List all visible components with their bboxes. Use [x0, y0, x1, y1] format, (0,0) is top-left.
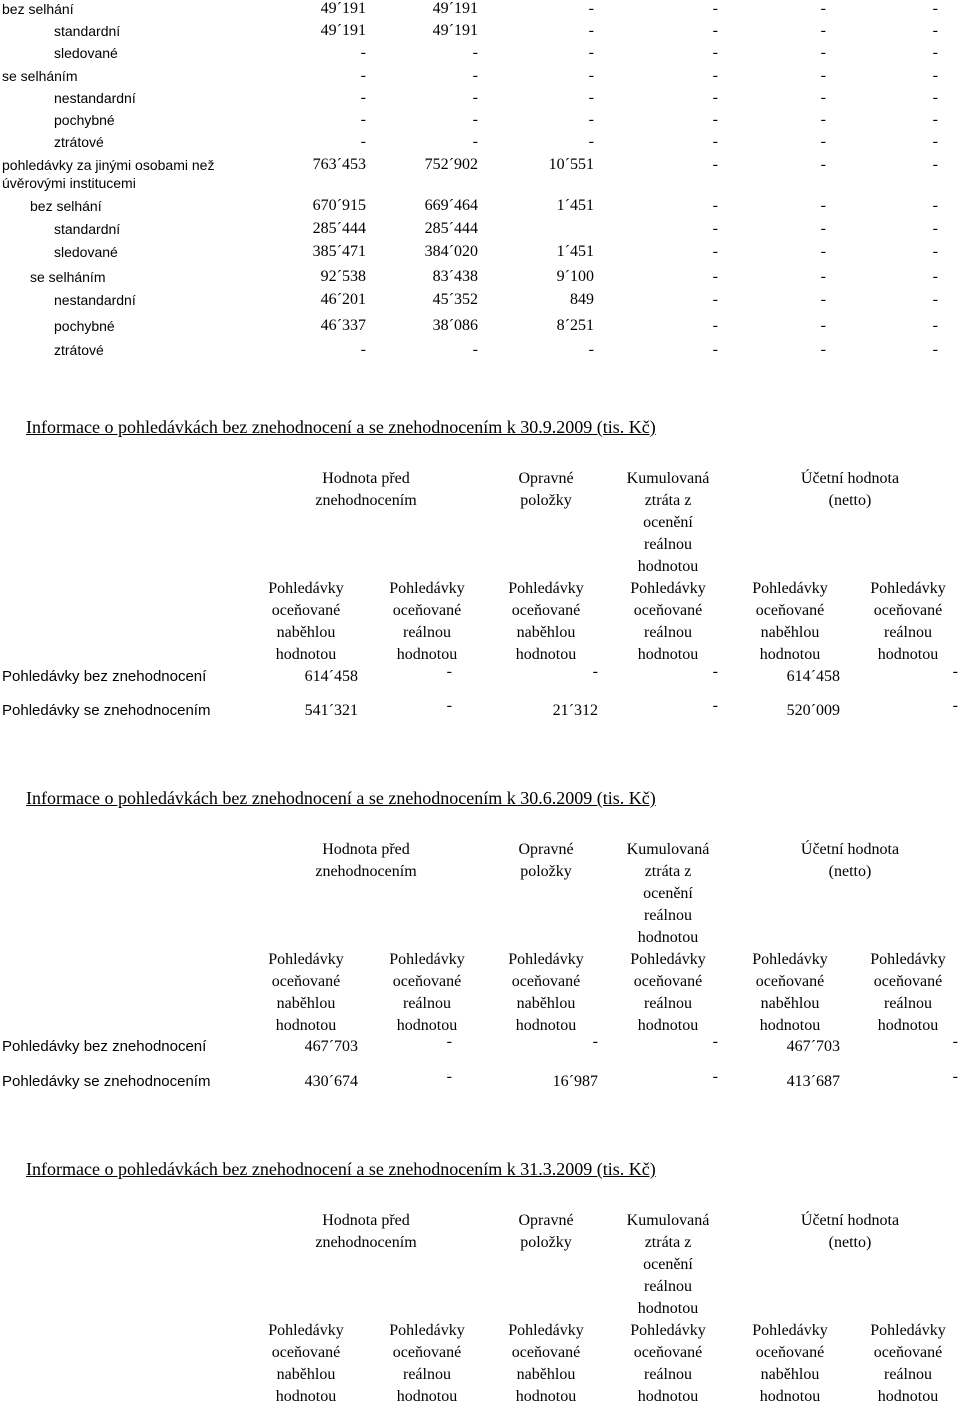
sub-header: Pohledávky	[508, 580, 584, 597]
table-cell: -	[446, 697, 452, 714]
table-cell: 46´337	[320, 317, 366, 334]
sub-header: Pohledávky	[268, 1322, 344, 1339]
group-header-cumul: ocenění	[643, 1256, 693, 1273]
group-header-adjust: položky	[520, 863, 572, 880]
sub-header: oceňované	[511, 1344, 581, 1361]
table-cell: -	[472, 67, 478, 84]
table-cell: -	[820, 44, 826, 61]
table-cell: -	[932, 89, 938, 106]
group-header-cumul: hodnotou	[637, 558, 699, 575]
table-cell: -	[712, 0, 718, 17]
sub-header: oceňované	[271, 602, 341, 619]
sub-header: Pohledávky	[508, 1322, 584, 1339]
sub-header: oceňované	[633, 602, 703, 619]
group-header-cumul: Kumulovaná	[626, 470, 710, 487]
table-cell: -	[712, 1068, 718, 1085]
table-cell: 83´438	[432, 268, 478, 285]
table-cell: -	[932, 111, 938, 128]
group-header-before: znehodnocením	[315, 1234, 417, 1251]
row-label: se selháním	[30, 269, 106, 285]
table-cell: -	[820, 89, 826, 106]
sub-header: hodnotou	[637, 1388, 699, 1405]
row-label: nestandardní	[54, 292, 136, 308]
row-label: bez selhání	[30, 198, 102, 214]
table-cell: -	[932, 197, 938, 214]
table-cell: -	[588, 341, 594, 358]
row-label: pochybné	[54, 112, 115, 128]
table-cell: 384´020	[424, 243, 478, 260]
table-cell: -	[932, 291, 938, 308]
table-cell: 285´444	[312, 220, 366, 237]
sub-header: naběhlou	[760, 624, 820, 641]
sub-header: oceňované	[873, 973, 943, 990]
table-cell: 614´458	[786, 668, 840, 685]
table-cell: -	[820, 133, 826, 150]
sub-header: Pohledávky	[870, 580, 946, 597]
sub-header: hodnotou	[515, 1017, 577, 1034]
table-cell: -	[932, 133, 938, 150]
sub-header: Pohledávky	[870, 951, 946, 968]
group-header-cumul: reálnou	[644, 1278, 692, 1295]
sub-header: hodnotou	[759, 1017, 821, 1034]
sub-header: hodnotou	[275, 1388, 337, 1405]
group-header-cumul: hodnotou	[637, 929, 699, 946]
table-cell: 849	[570, 291, 594, 308]
sub-header: oceňované	[392, 973, 462, 990]
sub-header: oceňované	[392, 1344, 462, 1361]
table-cell: -	[472, 89, 478, 106]
sub-header: Pohledávky	[752, 580, 828, 597]
group-header-cumul: reálnou	[644, 536, 692, 553]
sub-header: Pohledávky	[752, 951, 828, 968]
table-cell: -	[820, 197, 826, 214]
group-header-cumul: Kumulovaná	[626, 1212, 710, 1229]
table-cell: -	[712, 111, 718, 128]
sub-header: hodnotou	[877, 1017, 939, 1034]
table-cell: -	[588, 67, 594, 84]
group-header-cumul: reálnou	[644, 907, 692, 924]
group-header-before: znehodnocením	[315, 863, 417, 880]
group-header-adjust: položky	[520, 1234, 572, 1251]
section-title: Informace o pohledávkách bez znehodnocení a se znehodnocením k 30.9.2009 (tis. Kč)	[26, 417, 656, 437]
sub-header: hodnotou	[396, 646, 458, 663]
row-label: standardní	[54, 221, 121, 237]
table-cell: -	[360, 44, 366, 61]
table-cell: -	[712, 317, 718, 334]
table-cell: -	[820, 67, 826, 84]
table-cell: -	[592, 1033, 598, 1050]
table-cell: -	[360, 89, 366, 106]
sub-header: naběhlou	[516, 1366, 576, 1383]
table-cell: -	[360, 133, 366, 150]
sub-header: naběhlou	[276, 995, 336, 1012]
sub-header: naběhlou	[760, 995, 820, 1012]
table-cell: -	[932, 220, 938, 237]
table-cell: -	[820, 22, 826, 39]
table-cell: -	[712, 1033, 718, 1050]
table-cell: -	[712, 341, 718, 358]
table-cell: -	[952, 1068, 958, 1085]
group-header-before: Hodnota před	[322, 841, 410, 858]
sub-header: oceňované	[755, 973, 825, 990]
table-cell: -	[932, 341, 938, 358]
table-cell: -	[588, 133, 594, 150]
table-cell: -	[820, 341, 826, 358]
table-cell: -	[712, 220, 718, 237]
table-cell: 752´902	[424, 156, 478, 173]
row-label: Pohledávky bez znehodnocení	[2, 1038, 207, 1055]
table-cell: -	[712, 197, 718, 214]
sub-header: Pohledávky	[752, 1322, 828, 1339]
sub-header: Pohledávky	[870, 1322, 946, 1339]
table-cell: 92´538	[320, 268, 366, 285]
sub-header: reálnou	[884, 1366, 932, 1383]
table-cell: -	[360, 111, 366, 128]
table-cell: -	[712, 22, 718, 39]
sub-header: oceňované	[755, 602, 825, 619]
row-label: pohledávky za jinými osobami než	[2, 157, 215, 173]
sub-header: hodnotou	[515, 646, 577, 663]
sub-header: oceňované	[271, 1344, 341, 1361]
group-header-book: Účetní hodnota	[800, 470, 900, 487]
sub-header: reálnou	[403, 624, 451, 641]
table-cell: 49´191	[320, 0, 366, 17]
group-header-before: Hodnota před	[322, 1212, 410, 1229]
sub-header: oceňované	[755, 1344, 825, 1361]
group-header-cumul: ocenění	[643, 514, 693, 531]
row-label: sledované	[54, 45, 118, 61]
sub-header: oceňované	[271, 973, 341, 990]
table-cell: 541´321	[304, 702, 358, 719]
sub-header: hodnotou	[275, 1017, 337, 1034]
table-cell: 8´251	[556, 317, 594, 334]
table-cell: 45´352	[432, 291, 478, 308]
table-cell: -	[712, 268, 718, 285]
table-cell: -	[932, 22, 938, 39]
sub-header: hodnotou	[759, 646, 821, 663]
sub-header: reálnou	[403, 1366, 451, 1383]
table-cell: -	[712, 44, 718, 61]
group-header-cumul: ocenění	[643, 885, 693, 902]
table-cell: 10´551	[548, 156, 594, 173]
table-cell: -	[360, 67, 366, 84]
table-cell: 467´703	[304, 1038, 358, 1055]
sub-header: Pohledávky	[508, 951, 584, 968]
table-cell: -	[446, 1033, 452, 1050]
table-cell: 49´191	[432, 0, 478, 17]
table-cell: -	[472, 341, 478, 358]
sub-header: oceňované	[633, 1344, 703, 1361]
table-cell: -	[932, 317, 938, 334]
table-cell: -	[820, 111, 826, 128]
sub-header: oceňované	[392, 602, 462, 619]
row-label: se selháním	[2, 68, 78, 84]
table-cell: -	[446, 1068, 452, 1085]
table-cell: -	[712, 243, 718, 260]
sub-header: reálnou	[884, 624, 932, 641]
table-cell: -	[712, 663, 718, 680]
table-cell: -	[588, 111, 594, 128]
table-cell: -	[932, 156, 938, 173]
table-cell: 430´674	[304, 1073, 358, 1090]
table-cell: -	[588, 89, 594, 106]
group-header-cumul: ztráta z	[644, 863, 692, 880]
sub-header: oceňované	[511, 973, 581, 990]
row-label: pochybné	[54, 318, 115, 334]
sub-header: naběhlou	[276, 1366, 336, 1383]
table-cell: 669´464	[424, 197, 478, 214]
table-cell: -	[952, 1033, 958, 1050]
table-cell: -	[820, 156, 826, 173]
sub-header: naběhlou	[516, 995, 576, 1012]
sub-header: hodnotou	[877, 1388, 939, 1405]
row-label: Pohledávky se znehodnocením	[2, 702, 211, 719]
group-header-adjust: Opravné	[518, 470, 574, 487]
sub-header: hodnotou	[396, 1017, 458, 1034]
sub-header: Pohledávky	[630, 1322, 706, 1339]
sub-header: reálnou	[884, 995, 932, 1012]
group-header-before: znehodnocením	[315, 492, 417, 509]
row-label: Pohledávky bez znehodnocení	[2, 668, 207, 685]
sub-header: Pohledávky	[389, 951, 465, 968]
sub-header: hodnotou	[515, 1388, 577, 1405]
group-header-cumul: ztráta z	[644, 1234, 692, 1251]
table-cell: -	[820, 317, 826, 334]
section-title: Informace o pohledávkách bez znehodnocení a se znehodnocením k 31.3.2009 (tis. Kč)	[26, 1159, 656, 1179]
sub-header: oceňované	[873, 602, 943, 619]
sub-header: hodnotou	[637, 646, 699, 663]
table-cell: -	[952, 697, 958, 714]
table-cell: -	[712, 89, 718, 106]
table-cell: 520´009	[786, 702, 840, 719]
group-header-adjust: Opravné	[518, 1212, 574, 1229]
table-cell: 670´915	[312, 197, 366, 214]
section-title: Informace o pohledávkách bez znehodnocení a se znehodnocením k 30.6.2009 (tis. Kč)	[26, 788, 656, 808]
sub-header: hodnotou	[396, 1388, 458, 1405]
sub-header: Pohledávky	[268, 951, 344, 968]
table-cell: -	[932, 44, 938, 61]
table-cell: 49´191	[320, 22, 366, 39]
group-header-adjust: Opravné	[518, 841, 574, 858]
table-cell: 763´453	[312, 156, 366, 173]
sub-header: Pohledávky	[389, 1322, 465, 1339]
table-cell: -	[820, 243, 826, 260]
table-cell: -	[712, 133, 718, 150]
sub-header: hodnotou	[877, 646, 939, 663]
group-header-book: Účetní hodnota	[800, 841, 900, 858]
group-header-book: (netto)	[828, 1234, 872, 1251]
table-cell: -	[820, 0, 826, 17]
sub-header: Pohledávky	[630, 951, 706, 968]
group-header-adjust: položky	[520, 492, 572, 509]
row-label: nestandardní	[54, 90, 136, 106]
row-label: sledované	[54, 244, 118, 260]
table-cell: -	[932, 67, 938, 84]
table-cell: 16´987	[552, 1073, 598, 1090]
table-cell: -	[472, 44, 478, 61]
table-cell: -	[472, 133, 478, 150]
table-cell: -	[446, 663, 452, 680]
group-header-cumul: ztráta z	[644, 492, 692, 509]
row-label: ztrátové	[54, 134, 104, 150]
sub-header: naběhlou	[516, 624, 576, 641]
row-label: Pohledávky se znehodnocením	[2, 1073, 211, 1090]
table-cell: -	[952, 663, 958, 680]
group-header-before: Hodnota před	[322, 470, 410, 487]
table-cell: 9´100	[556, 268, 594, 285]
sub-header: naběhlou	[276, 624, 336, 641]
group-header-book: (netto)	[828, 863, 872, 880]
table-cell: -	[592, 663, 598, 680]
row-label: ztrátové	[54, 342, 104, 358]
row-label-cont: úvěrovými institucemi	[2, 175, 136, 191]
table-cell: 1´451	[556, 243, 594, 260]
table-cell: -	[360, 341, 366, 358]
table-cell: -	[472, 111, 478, 128]
table-cell: -	[712, 291, 718, 308]
group-header-book: (netto)	[828, 492, 872, 509]
sub-header: oceňované	[873, 1344, 943, 1361]
sub-header: Pohledávky	[630, 580, 706, 597]
table-cell: 614´458	[304, 668, 358, 685]
table-cell: -	[712, 697, 718, 714]
sub-header: reálnou	[644, 995, 692, 1012]
table-cell: -	[712, 156, 718, 173]
table-cell: -	[932, 268, 938, 285]
table-cell: -	[712, 67, 718, 84]
table-cell: 1´451	[556, 197, 594, 214]
sub-header: hodnotou	[637, 1017, 699, 1034]
row-label: bez selhání	[2, 1, 74, 17]
group-header-cumul: Kumulovaná	[626, 841, 710, 858]
table-cell: 285´444	[424, 220, 478, 237]
sub-header: oceňované	[511, 602, 581, 619]
table-cell: 385´471	[312, 243, 366, 260]
table-cell: -	[588, 44, 594, 61]
table-cell: 49´191	[432, 22, 478, 39]
table-cell: 413´687	[786, 1073, 840, 1090]
sub-header: hodnotou	[759, 1388, 821, 1405]
sub-header: naběhlou	[760, 1366, 820, 1383]
table-cell: -	[932, 243, 938, 260]
sub-header: reálnou	[644, 624, 692, 641]
table-cell: -	[820, 291, 826, 308]
table-cell: 46´201	[320, 291, 366, 308]
table-cell: 467´703	[786, 1038, 840, 1055]
table-cell: -	[820, 220, 826, 237]
sub-header: reálnou	[403, 995, 451, 1012]
table-cell: -	[588, 0, 594, 17]
group-header-book: Účetní hodnota	[800, 1212, 900, 1229]
row-label: standardní	[54, 23, 121, 39]
table-cell: -	[588, 22, 594, 39]
table-cell: 38´086	[432, 317, 478, 334]
sub-header: Pohledávky	[268, 580, 344, 597]
table-cell: -	[932, 0, 938, 17]
sub-header: hodnotou	[275, 646, 337, 663]
sub-header: reálnou	[644, 1366, 692, 1383]
sub-header: Pohledávky	[389, 580, 465, 597]
group-header-cumul: hodnotou	[637, 1300, 699, 1317]
sub-header: oceňované	[633, 973, 703, 990]
table-cell: -	[820, 268, 826, 285]
table-cell: 21´312	[552, 702, 598, 719]
